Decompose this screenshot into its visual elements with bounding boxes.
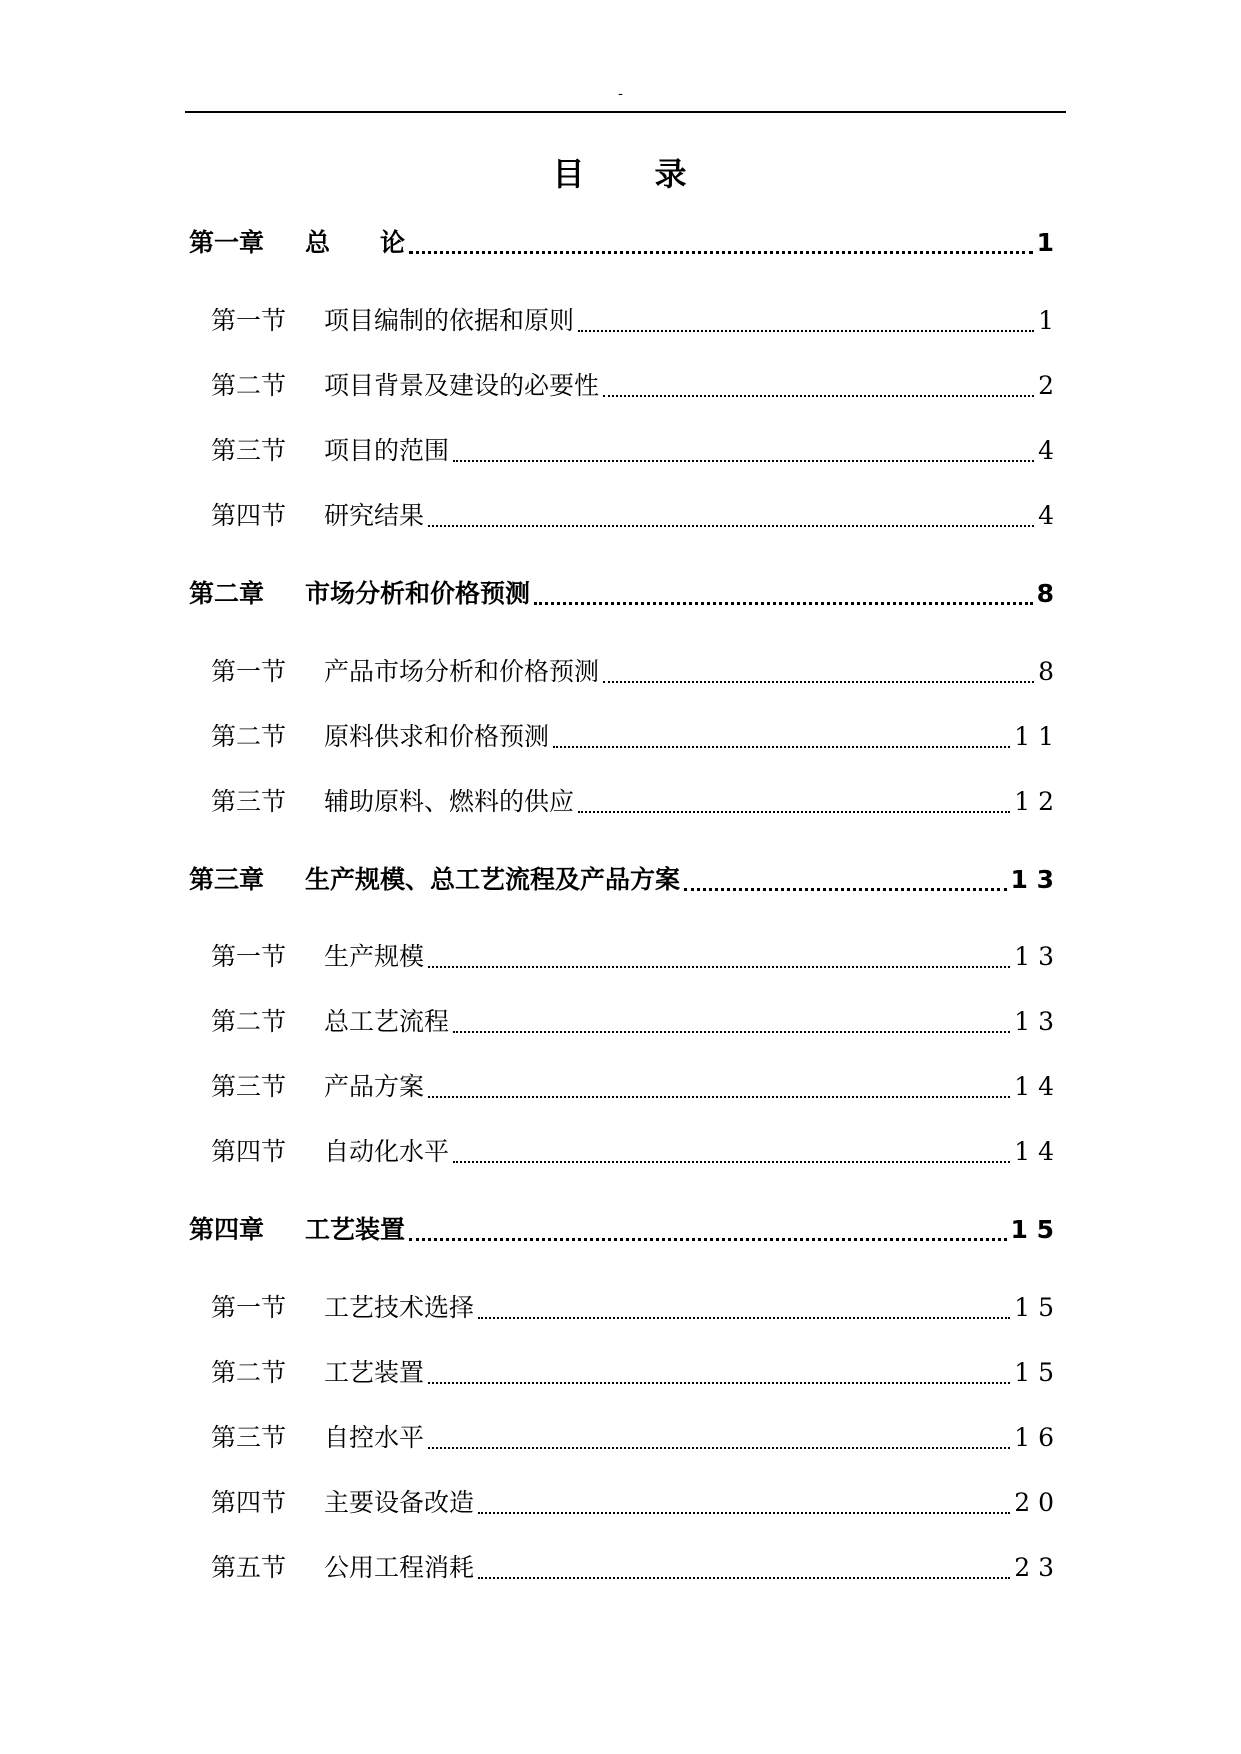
dot-leader bbox=[578, 301, 1034, 341]
section-title: 项目背景及建设的必要性 bbox=[324, 371, 600, 400]
section-number: 第二节 bbox=[211, 1358, 287, 1387]
dot-leader bbox=[578, 782, 1010, 822]
section-title: 公用工程消耗 bbox=[324, 1553, 475, 1582]
dot-leader bbox=[409, 223, 1033, 263]
section-title: 自动化水平 bbox=[324, 1137, 450, 1166]
toc-section-1-4[interactable] bbox=[211, 496, 1054, 536]
section-number: 第四节 bbox=[211, 1488, 287, 1517]
toc-section-4-2[interactable] bbox=[211, 1353, 1054, 1393]
section-number: 第一节 bbox=[211, 657, 287, 686]
section-title: 项目的范围 bbox=[324, 436, 450, 465]
dot-leader bbox=[478, 1288, 1010, 1328]
toc-section-3-3[interactable] bbox=[211, 1067, 1054, 1107]
section-number: 第二节 bbox=[211, 722, 287, 751]
dot-leader bbox=[428, 1353, 1010, 1393]
toc-chapter-4[interactable] bbox=[189, 1210, 1054, 1250]
section-number: 第二节 bbox=[211, 1007, 287, 1036]
section-title: 研究结果 bbox=[324, 501, 425, 530]
chapter-number: 第一章 bbox=[189, 228, 265, 257]
header-rule bbox=[185, 111, 1066, 113]
dot-leader bbox=[478, 1548, 1010, 1588]
chapter-number: 第三章 bbox=[189, 865, 265, 894]
section-number: 第三节 bbox=[211, 1423, 287, 1452]
toc-chapter-3[interactable] bbox=[189, 860, 1054, 900]
toc-section-1-1[interactable] bbox=[211, 301, 1054, 341]
toc-section-1-2[interactable] bbox=[211, 366, 1054, 406]
section-page-number: 2 3 bbox=[1014, 1553, 1054, 1582]
chapter-title: 市场分析和价格预测 bbox=[305, 579, 531, 608]
section-title: 项目编制的依据和原则 bbox=[324, 306, 575, 335]
toc-section-2-1[interactable] bbox=[211, 652, 1054, 692]
chapter-page-number: 1 bbox=[1036, 228, 1054, 257]
section-page-number: 1 2 bbox=[1014, 787, 1054, 816]
dot-leader bbox=[553, 717, 1010, 757]
section-page-number: 1 bbox=[1038, 306, 1054, 335]
section-number: 第四节 bbox=[211, 1137, 287, 1166]
section-title: 产品方案 bbox=[324, 1072, 425, 1101]
section-page-number: 1 5 bbox=[1014, 1293, 1054, 1322]
toc-chapter-2[interactable] bbox=[189, 574, 1054, 614]
dot-leader bbox=[684, 860, 1006, 900]
section-page-number: 1 1 bbox=[1014, 722, 1054, 751]
dot-leader bbox=[428, 1067, 1010, 1107]
dot-leader bbox=[453, 1002, 1010, 1042]
section-number: 第二节 bbox=[211, 371, 287, 400]
dot-leader bbox=[603, 366, 1034, 406]
dot-leader bbox=[409, 1210, 1006, 1250]
section-title: 工艺技术选择 bbox=[324, 1293, 475, 1322]
toc-section-4-5[interactable] bbox=[211, 1548, 1054, 1588]
section-page-number: 4 bbox=[1038, 436, 1054, 465]
section-title: 产品市场分析和价格预测 bbox=[324, 657, 600, 686]
toc-section-4-1[interactable] bbox=[211, 1288, 1054, 1328]
page-header-mark: - bbox=[618, 86, 623, 102]
chapter-page-number: 1 5 bbox=[1010, 1215, 1054, 1244]
toc-section-4-3[interactable] bbox=[211, 1418, 1054, 1458]
section-title: 主要设备改造 bbox=[324, 1488, 475, 1517]
toc-section-3-2[interactable] bbox=[211, 1002, 1054, 1042]
toc-chapter-1[interactable] bbox=[189, 223, 1054, 263]
dot-leader bbox=[603, 652, 1034, 692]
dot-leader bbox=[428, 496, 1034, 536]
toc-section-4-4[interactable] bbox=[211, 1483, 1054, 1523]
section-title: 工艺装置 bbox=[324, 1358, 425, 1387]
section-page-number: 2 0 bbox=[1014, 1488, 1054, 1517]
toc-section-2-3[interactable] bbox=[211, 782, 1054, 822]
section-title: 总工艺流程 bbox=[324, 1007, 450, 1036]
dot-leader bbox=[453, 431, 1034, 471]
section-number: 第三节 bbox=[211, 787, 287, 816]
section-number: 第四节 bbox=[211, 501, 287, 530]
section-title: 原料供求和价格预测 bbox=[324, 722, 550, 751]
dot-leader bbox=[534, 574, 1033, 614]
chapter-number: 第四章 bbox=[189, 1215, 265, 1244]
section-page-number: 8 bbox=[1038, 657, 1054, 686]
chapter-page-number: 1 3 bbox=[1010, 865, 1054, 894]
chapter-title: 生产规模、总工艺流程及产品方案 bbox=[305, 865, 681, 894]
section-page-number: 2 bbox=[1038, 371, 1054, 400]
section-page-number: 1 4 bbox=[1014, 1137, 1054, 1166]
section-page-number: 1 4 bbox=[1014, 1072, 1054, 1101]
section-number: 第三节 bbox=[211, 436, 287, 465]
section-page-number: 4 bbox=[1038, 501, 1054, 530]
section-title: 自控水平 bbox=[324, 1423, 425, 1452]
chapter-page-number: 8 bbox=[1036, 579, 1054, 608]
dot-leader bbox=[453, 1132, 1010, 1172]
chapter-title: 总 论 bbox=[305, 228, 406, 257]
section-title: 生产规模 bbox=[324, 942, 425, 971]
section-number: 第一节 bbox=[211, 1293, 287, 1322]
chapter-number: 第二章 bbox=[189, 579, 265, 608]
toc-section-2-2[interactable] bbox=[211, 717, 1054, 757]
section-title: 辅助原料、燃料的供应 bbox=[324, 787, 575, 816]
toc-section-3-1[interactable] bbox=[211, 937, 1054, 977]
toc-title: 目 录 bbox=[552, 155, 689, 193]
section-number: 第一节 bbox=[211, 942, 287, 971]
section-page-number: 1 3 bbox=[1014, 1007, 1054, 1036]
toc-section-3-4[interactable] bbox=[211, 1132, 1054, 1172]
chapter-title: 工艺装置 bbox=[305, 1215, 406, 1244]
toc-section-1-3[interactable] bbox=[211, 431, 1054, 471]
section-page-number: 1 3 bbox=[1014, 942, 1054, 971]
dot-leader bbox=[478, 1483, 1010, 1523]
section-number: 第一节 bbox=[211, 306, 287, 335]
section-page-number: 1 5 bbox=[1014, 1358, 1054, 1387]
dot-leader bbox=[428, 937, 1010, 977]
section-number: 第五节 bbox=[211, 1553, 287, 1582]
section-number: 第三节 bbox=[211, 1072, 287, 1101]
section-page-number: 1 6 bbox=[1014, 1423, 1054, 1452]
dot-leader bbox=[428, 1418, 1010, 1458]
